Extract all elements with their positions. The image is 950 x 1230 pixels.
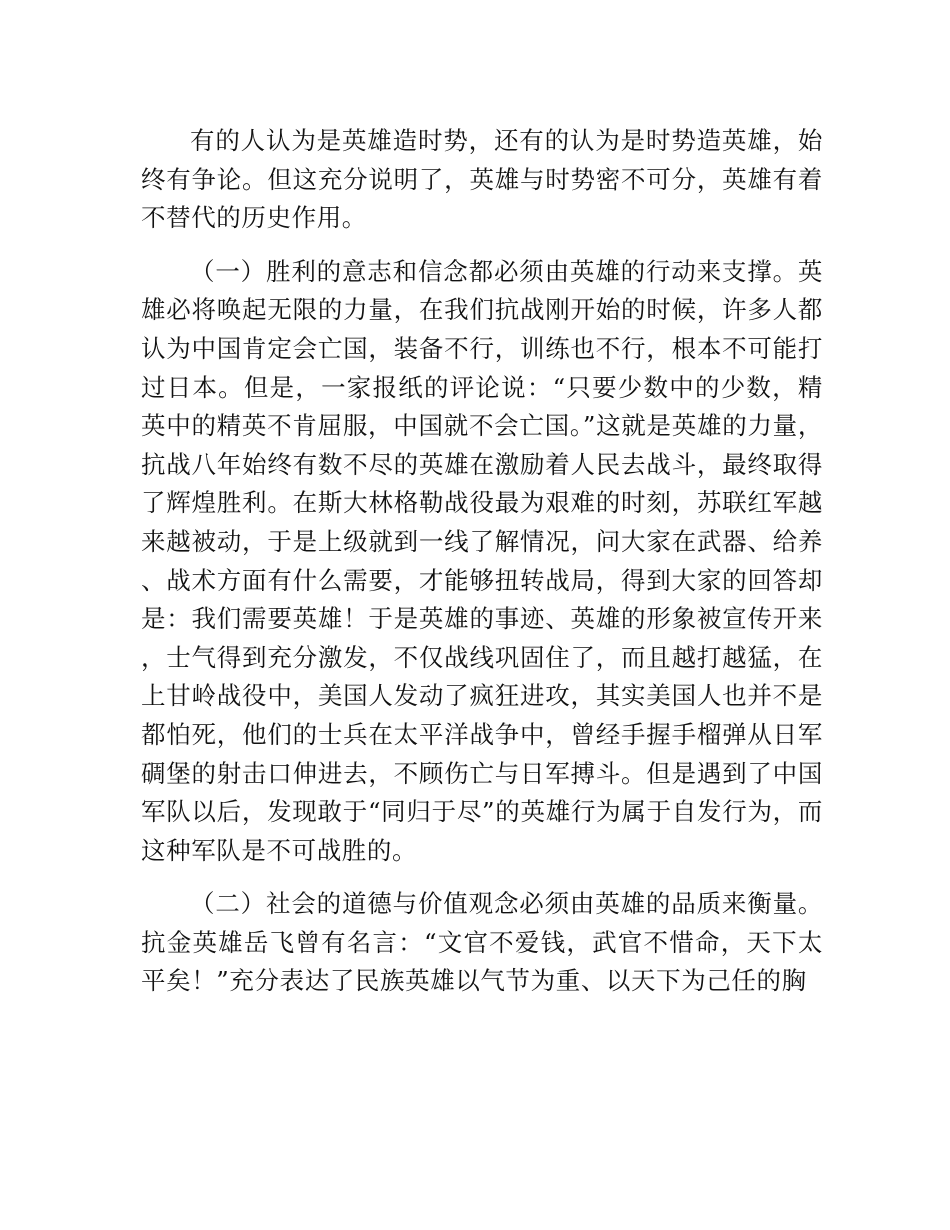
document-body <box>141 122 823 1001</box>
paragraph-intro: 有的人认为是英雄造时势，还有的认为是时势造英雄，始终有争论。但这充分说明了，英雄与时势密不可分，英雄有着不替代的历史作用。 <box>141 126 823 233</box>
paragraph-section-two: （二）社会的道德与价值观念必须由英雄的品质来衡量。抗金英雄岳飞曾有名言：“文官不爱钱，武官不惜命，天下太平矣！”充分表达了民族英雄以气节为重、以天下为己任的胸 <box>141 889 823 996</box>
paragraph-section-one: （一）胜利的意志和信念都必须由英雄的行动来支撑。英雄必将唤起无限的力量，在我们抗战刚开始的时候，许多人都认为中国肯定会亡国，装备不行，训练也不行，根本不可能打过日本。但是，一家报纸的评论说：“只要少数中的少数，精英中的精英不肯屈服，中国就不会亡国。”这就是英雄的力量，抗战八年始终有数不尽的英雄在激励着人民去战斗，最终取得了辉煌胜利。在斯大林格勒战役最为艰难的时刻，苏联红军越来越被动，于是上级就到一线了解情况，问大家在武器、给养、战术方面有什么需要，才能够扭转战局，得到大家的回答却是：我们需要英雄！于是英雄的事迹、英雄的形象被宣传开来，士气得到充分激发，不仅战线巩固住了，而且越打越猛，在上甘岭战役中，美国人发动了疯狂进攻，其实美国人也并不是都怕死，他们的士兵在太平洋战争中，曾经手握手榴弹从日军碉堡的射击口伸进去，不顾伤亡与日军搏斗。但是遇到了中国军队以后，发现敢于“同归于尽”的英雄行为属于自发行为，而这种军队是不可战胜的。 <box>141 256 823 865</box>
